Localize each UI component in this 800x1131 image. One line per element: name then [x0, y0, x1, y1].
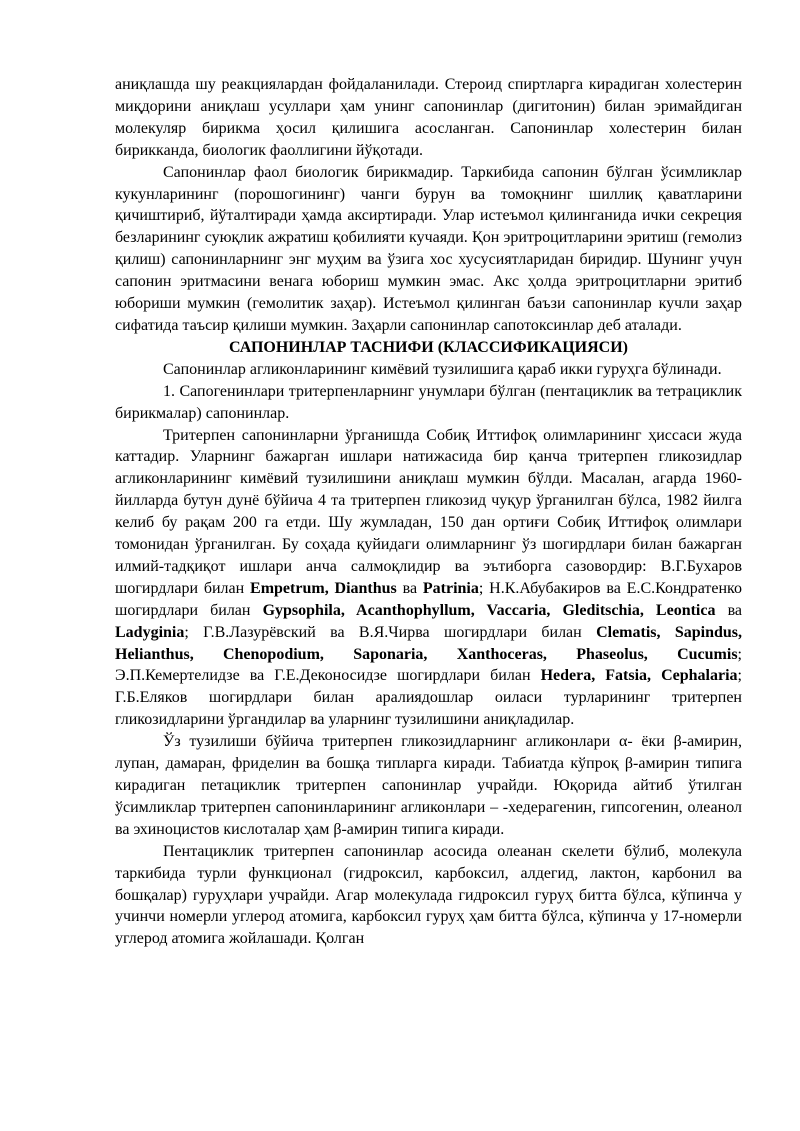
genus-names: Patrinia [422, 579, 479, 597]
paragraph-5 [115, 425, 742, 732]
genus-names: Clematis, Sapindus, Helianthus, Chenopodium, Saponaria, Xanthoceras, Phaseolus, Cucumis [115, 623, 742, 663]
text-span: ; Э.П.Кемертелидзе ва Г.Е.Деконосидзе шогирдлари билан [115, 645, 742, 685]
paragraph-1: аниқлашда шу реакциялардан фойдаланилади. Стероид спиртларга кирадиган холестерин миқдорини аниқлаш усуллари ҳам унинг сапонинлар (дигитонин) билан эримайдиган молекуляр бирикма ҳосил қилишига асосланган. Сапонинлар холестерин билан бирикканда, биологик фаоллигини йўқотади. [115, 76, 742, 159]
paragraph-2: Сапонинлар фаол биологик бирикмадир. Таркибида сапонин бўлган ўсимликлар кукунларининг (порошогининг) чанги бурун ва томоқнинг шиллиқ қаватларини қичиштириб, йўталтиради ҳамда аксиртиради. Улар истеъмол қилинганида ички секреция безларининг суюқлик ажратиш қобилияти кучаяди. Қон эритроцитларини эритиш (гемолиз қилиш) сапонинларнинг энг муҳим ва ўзига хос хусусиятларидан биридир. Шунинг учун сапонин эритмасини венага юбориш мумкин эмас. Акс ҳолда эритроцитларни эритиб юбориши мумкин (гемолитик заҳар). Истеъмол қилинган баъзи сапонинлар кучли заҳар сифатида таъсир қилиши мумкин. Заҳарли сапонинлар сапотоксинлар деб аталади. [115, 163, 742, 334]
paragraph-3: Сапонинлар агликонларининг кимёвий тузилишига қараб икки гуруҳга бўлинади. [163, 360, 722, 378]
genus-names: Hedera, Fatsia, Cephalaria [540, 667, 738, 685]
genus-names: Gypsophila, Acanthophyllum, Vaccaria, Gleditschia, Leontica [262, 601, 716, 619]
text-span: ; Г.В.Лазурёвский ва В.Я.Чирва шогирдлари билан [184, 623, 597, 641]
text-span: ва [715, 601, 743, 619]
paragraph-7: Пентациклик тритерпен сапонинлар асосида олеанан скелети бўлиб, молекула таркибида турли функционал (гидроксил, карбоксил, алдегид, лактон, карбонил ва бошқалар) гуруҳлари учрайди. Агар молекулада гидроксил гуруҳ битта бўлса, кўпинча у учинчи номерли углерод атомига, карбоксил гуруҳ ҳам битта бўлса, кўпинча у 17-номерли углерод атомига жойлашади. Қолган [115, 842, 742, 948]
genus-names: Ladyginia [115, 623, 185, 641]
section-heading: САПОНИНЛАР ТАСНИФИ (КЛАССИФИКАЦИЯСИ) [229, 338, 628, 356]
text-span: ; Н.К.Абубакиров ва Е.С.Кондратенко шогирдлари билан [115, 579, 742, 619]
document-page [115, 74, 742, 950]
text-span: ва [396, 579, 423, 597]
paragraph-4: 1. Сапогенинлари тритерпенларнинг унумлари бўлган (пентациклик ва тетрациклик бирикмалар) сапонинлар. [115, 382, 742, 422]
text-span: ; Г.Б.Еляков шогирдлари билан аралиядошлар оиласи турларининг тритерпен гликозидларини ўргандилар ва уларнинг тузилишини аниқладилар. [115, 667, 742, 729]
paragraph-6: Ўз тузилиши бўйича тритерпен гликозидларнинг агликонлари α- ёки β-амирин, лупан, дамаран, фриделин ва бошқа типларга киради. Табиатда кўпроқ β-амирин типига кирадиган петациклик тритерпен сапонинлар учрайди. Юқорида айтиб ўтилган ўсимликлар тритерпен сапонинларининг агликонлари – -хедерагенин, гипсогенин, олеанол ва эхиноцистов кислоталар ҳам β-амирин типига киради. [115, 733, 742, 838]
text-span: Тритерпен сапонинларни ўрганишда Собиқ Иттифоқ олимларининг ҳиссаси жуда каттадир. Уларнинг бажарган ишлари натижасида бир қанча тритерпен гликозидлар агликонларининг кимёвий тузилишини аниқлаш мумкин бўлди. Масалан, агарда 1960-йилларда бутун дунё бўйича 4 та тритерпен гликозид чуқур ўрганилган бўлса, 1982 йилга келиб бу рақам 200 га етди. Шу жумладан, 150 дан ортиғи Собиқ Иттифоқ олимлари томонидан ўрганилган. Бу соҳада қуйидаги олимларнинг ўз шогирдлари билан бажарган илмий-тадқиқот ишлари анча салмоқлидир ва эътиборга сазовордир: В.Г.Бухаров шогирдлари билан [115, 426, 742, 597]
genus-names: Empetrum, Dianthus [250, 579, 397, 597]
